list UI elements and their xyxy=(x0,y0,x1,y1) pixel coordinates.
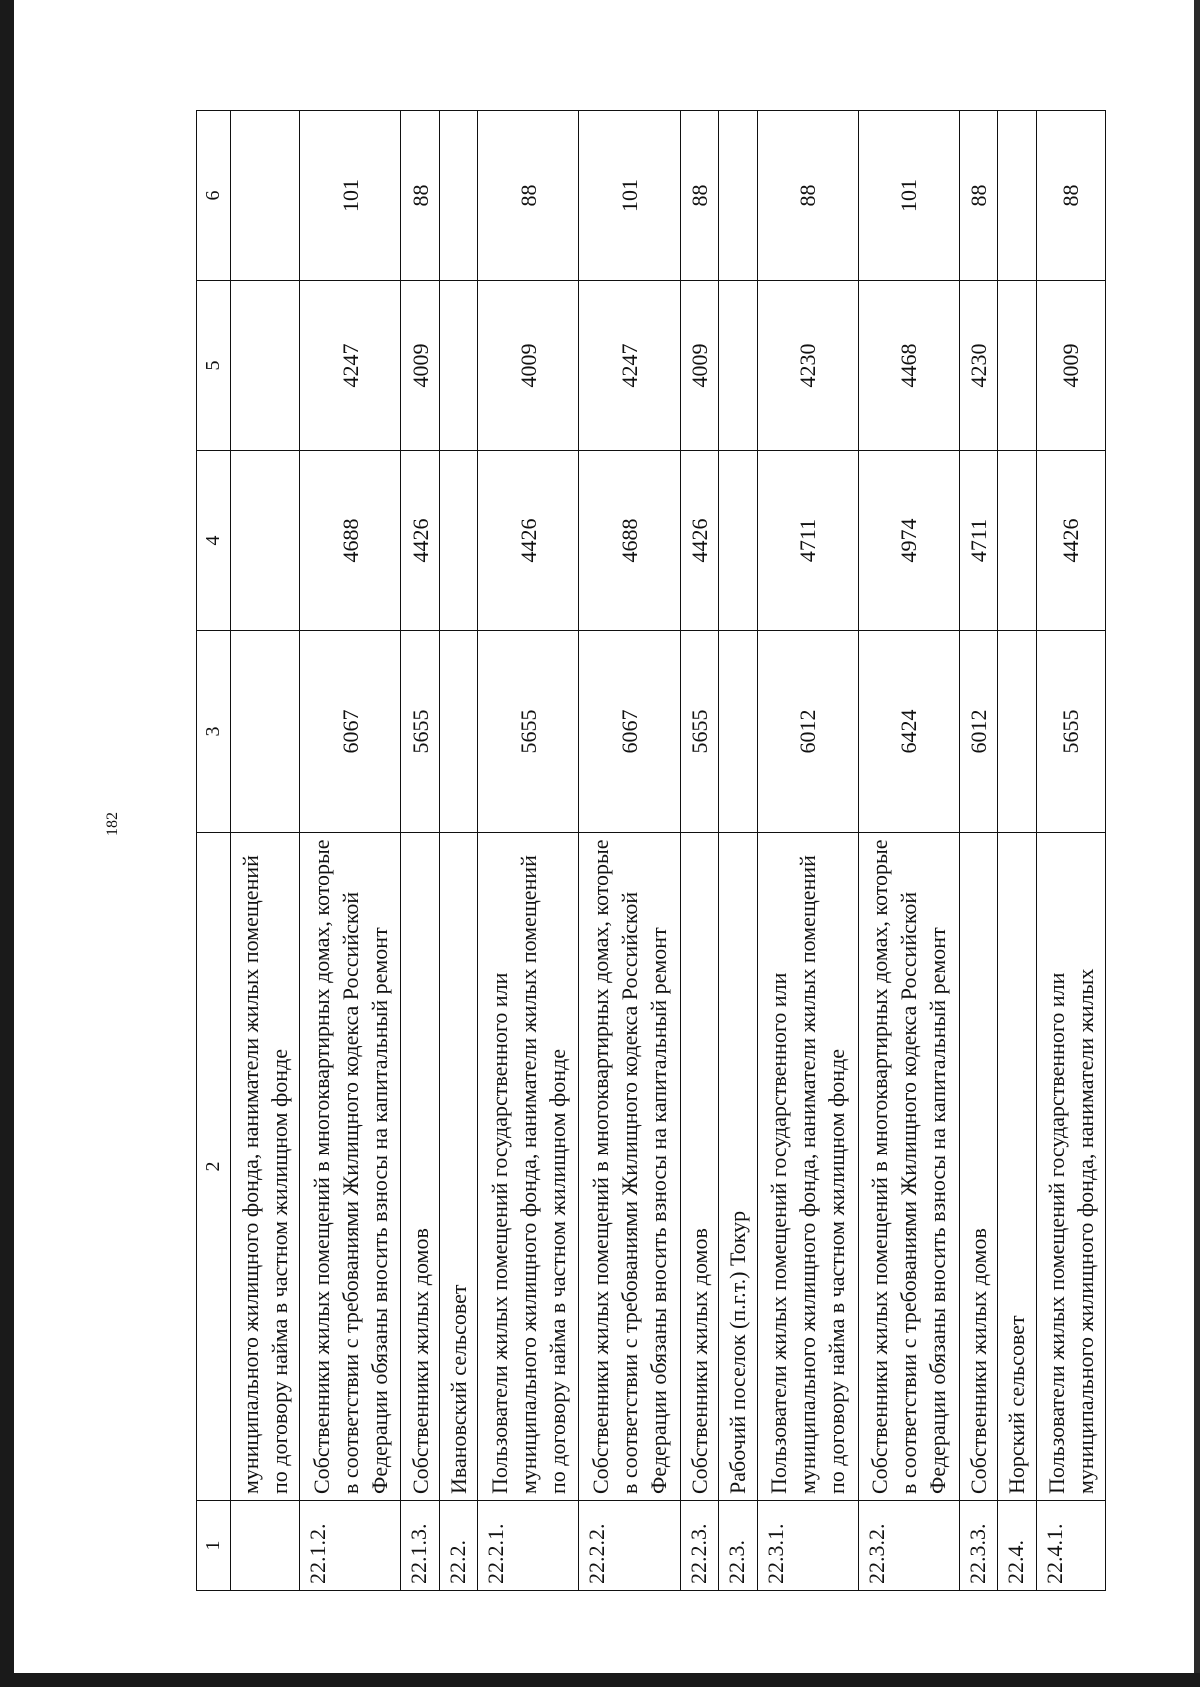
table-row xyxy=(401,111,439,1591)
row-value-col3: 5655 xyxy=(680,631,718,833)
row-code-cell xyxy=(231,1501,300,1591)
row-value-col5: 4009 xyxy=(1036,281,1105,451)
row-value-col4 xyxy=(998,451,1036,631)
row-code-cell: 22.2.3. xyxy=(680,1501,718,1591)
row-value-col3: 5655 xyxy=(478,631,579,833)
row-description-cell: Рабочий поселок (п.г.т.) Токур xyxy=(719,833,757,1501)
table-row xyxy=(757,111,858,1591)
row-value-col3 xyxy=(719,631,757,833)
header-cell: 6 xyxy=(197,111,231,281)
row-value-col4: 4711 xyxy=(757,451,858,631)
row-code-cell: 22.3.2. xyxy=(858,1501,959,1591)
row-description-cell: Ивановский сельсовет xyxy=(439,833,477,1501)
row-value-col3: 6067 xyxy=(579,631,680,833)
row-value-col5: 4009 xyxy=(401,281,439,451)
row-description-cell: Собственники жилых помещений в многоквартирных домах, которые в соответствии с требованиями Жилищного кодекса Российской Федерации обязаны вносить взносы на капитальный ремонт xyxy=(858,833,959,1501)
row-value-col3: 5655 xyxy=(401,631,439,833)
row-value-col6: 88 xyxy=(1036,111,1105,281)
row-value-col3: 6424 xyxy=(858,631,959,833)
row-code-cell: 22.2.2. xyxy=(579,1501,680,1591)
row-value-col6 xyxy=(231,111,300,281)
scan-border-right xyxy=(1194,0,1200,1687)
row-value-col4 xyxy=(231,451,300,631)
table-row xyxy=(959,111,997,1591)
row-code-cell: 22.2.1. xyxy=(478,1501,579,1591)
row-code-cell: 22.3.1. xyxy=(757,1501,858,1591)
row-value-col5 xyxy=(719,281,757,451)
row-description-cell: Собственники жилых помещений в многоквартирных домах, которые в соответствии с требованиями Жилищного кодекса Российской Федерации обязаны вносить взносы на капитальный ремонт xyxy=(579,833,680,1501)
row-code-cell: 22.3.3. xyxy=(959,1501,997,1591)
header-cell: 3 xyxy=(197,631,231,833)
tariff-table xyxy=(196,110,1106,1591)
row-value-col4: 4426 xyxy=(680,451,718,631)
row-value-col3: 6067 xyxy=(300,631,401,833)
row-value-col6: 101 xyxy=(858,111,959,281)
row-value-col3 xyxy=(998,631,1036,833)
row-description-cell: Собственники жилых домов xyxy=(959,833,997,1501)
header-cell: 5 xyxy=(197,281,231,451)
row-value-col6: 101 xyxy=(300,111,401,281)
row-value-col5 xyxy=(231,281,300,451)
row-value-col3: 6012 xyxy=(757,631,858,833)
row-value-col3: 5655 xyxy=(1036,631,1105,833)
row-description-cell: Собственники жилых помещений в многоквартирных домах, которые в соответствии с требованиями Жилищного кодекса Российской Федерации обязаны вносить взносы на капитальный ремонт xyxy=(300,833,401,1501)
row-code-cell: 22.3. xyxy=(719,1501,757,1591)
table-row xyxy=(680,111,718,1591)
table-row xyxy=(231,111,300,1591)
table-row xyxy=(579,111,680,1591)
row-value-col4: 4688 xyxy=(300,451,401,631)
row-description-cell: Пользователи жилых помещений государственного или муниципального жилищного фонда, наниматели жилых xyxy=(1036,833,1105,1501)
row-value-col6 xyxy=(439,111,477,281)
row-code-cell: 22.1.3. xyxy=(401,1501,439,1591)
row-value-col6: 88 xyxy=(478,111,579,281)
scan-border-bottom xyxy=(0,1673,1200,1687)
row-value-col6 xyxy=(719,111,757,281)
row-value-col4: 4974 xyxy=(858,451,959,631)
row-description-cell: Пользователи жилых помещений государственного или муниципального жилищного фонда, наниматели жилых помещений по договору найма в частном жилищном фонде xyxy=(478,833,579,1501)
table-row xyxy=(439,111,477,1591)
row-description-cell: Норский сельсовет xyxy=(998,833,1036,1501)
row-description-cell: Пользователи жилых помещений государственного или муниципального жилищного фонда, наниматели жилых помещений по договору найма в частном жилищном фонде xyxy=(757,833,858,1501)
scan-border-left xyxy=(0,0,14,1687)
row-code-cell: 22.4. xyxy=(998,1501,1036,1591)
row-value-col5: 4230 xyxy=(959,281,997,451)
row-value-col4: 4426 xyxy=(1036,451,1105,631)
table-body xyxy=(197,111,1106,1591)
header-cell: 2 xyxy=(197,833,231,1501)
row-value-col3 xyxy=(439,631,477,833)
row-value-col5 xyxy=(998,281,1036,451)
row-value-col4: 4711 xyxy=(959,451,997,631)
row-value-col5: 4247 xyxy=(300,281,401,451)
table-row xyxy=(719,111,757,1591)
row-value-col4 xyxy=(439,451,477,631)
row-value-col4: 4426 xyxy=(401,451,439,631)
row-value-col6: 88 xyxy=(680,111,718,281)
row-value-col6: 88 xyxy=(959,111,997,281)
table-row xyxy=(478,111,579,1591)
table-row xyxy=(1036,111,1105,1591)
row-value-col6: 88 xyxy=(401,111,439,281)
row-value-col6: 101 xyxy=(579,111,680,281)
table-row xyxy=(300,111,401,1591)
tariff-table-rotated xyxy=(196,111,1106,1591)
header-cell: 4 xyxy=(197,451,231,631)
row-value-col6: 88 xyxy=(757,111,858,281)
row-description-cell: Собственники жилых домов xyxy=(680,833,718,1501)
row-code-cell: 22.2. xyxy=(439,1501,477,1591)
row-value-col5: 4009 xyxy=(478,281,579,451)
row-code-cell: 22.1.2. xyxy=(300,1501,401,1591)
row-value-col6 xyxy=(998,111,1036,281)
row-code-cell: 22.4.1. xyxy=(1036,1501,1105,1591)
row-value-col5 xyxy=(439,281,477,451)
row-value-col5: 4247 xyxy=(579,281,680,451)
row-value-col3: 6012 xyxy=(959,631,997,833)
row-value-col5: 4230 xyxy=(757,281,858,451)
table-header-row xyxy=(197,111,231,1591)
table-row xyxy=(998,111,1036,1591)
row-value-col4 xyxy=(719,451,757,631)
row-value-col5: 4009 xyxy=(680,281,718,451)
row-value-col5: 4468 xyxy=(858,281,959,451)
row-description-cell: Собственники жилых домов xyxy=(401,833,439,1501)
table-row xyxy=(858,111,959,1591)
row-value-col4: 4426 xyxy=(478,451,579,631)
row-description-cell: муниципального жилищного фонда, наниматели жилых помещений по договору найма в частном жилищном фонде xyxy=(231,833,300,1501)
header-cell: 1 xyxy=(197,1501,231,1591)
row-value-col4: 4688 xyxy=(579,451,680,631)
page-number: 182 xyxy=(104,812,121,836)
row-value-col3 xyxy=(231,631,300,833)
